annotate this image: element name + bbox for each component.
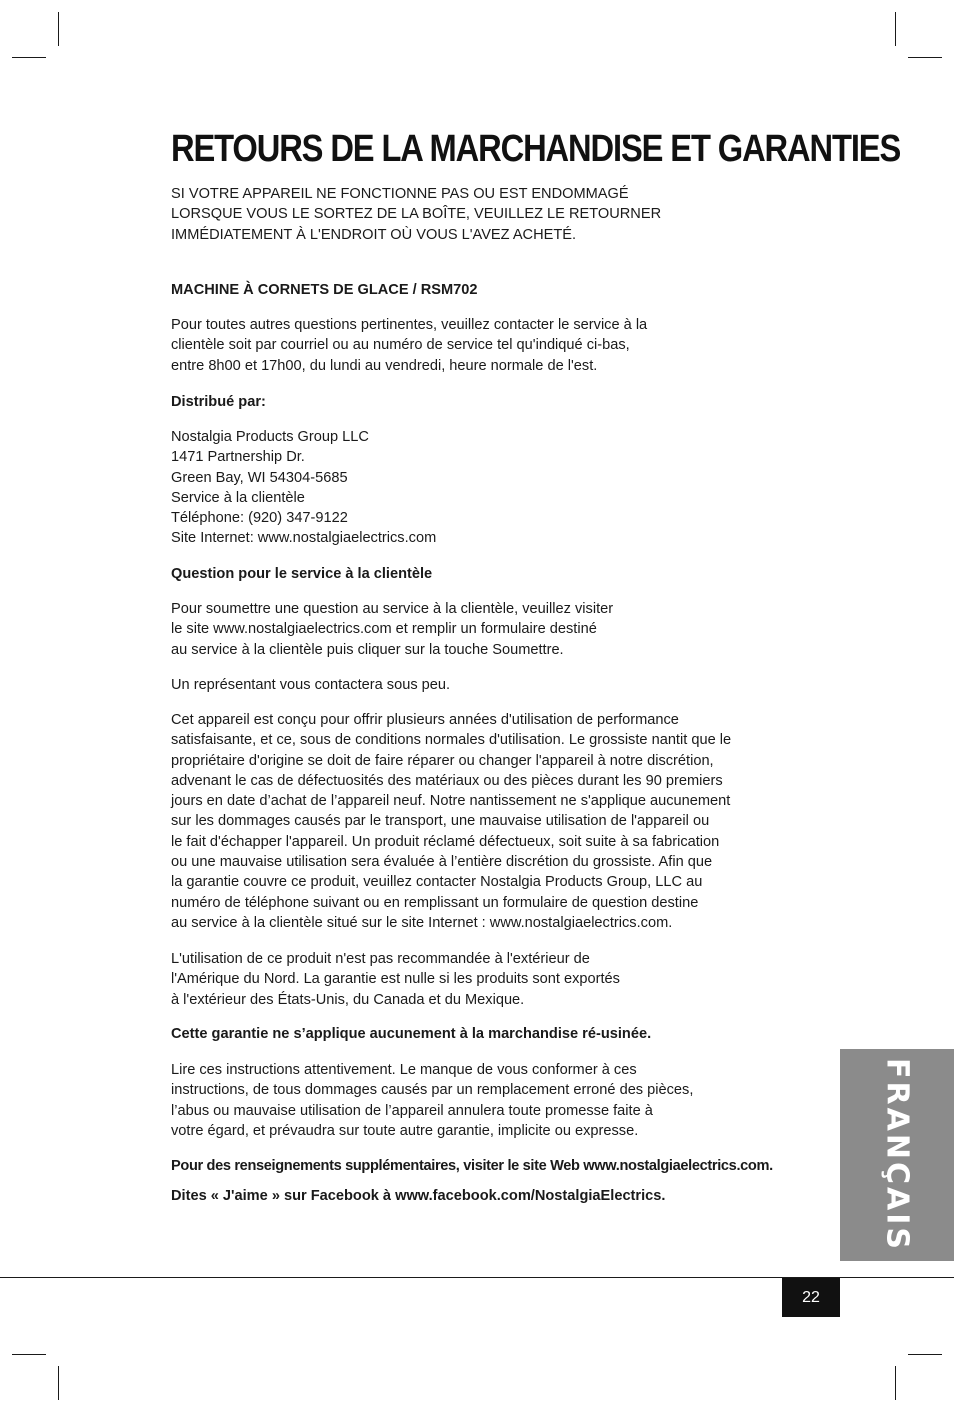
- distributor-address: Nostalgia Products Group LLC 1471 Partnership Dr. Green Bay, WI 54304-5685 Service à la clientèle Téléphone: (920) 347-9122 Site Internet: www.nostalgiaelectrics.com: [171, 429, 437, 547]
- product-heading: MACHINE À CORNETS DE GLACE / RSM702: [171, 282, 478, 298]
- page-title: RETOURS DE LA MARCHANDISE ET GARANTIES: [171, 128, 901, 170]
- warranty-paragraph: Cet appareil est conçu pour offrir plusieurs années d'utilisation de performance satisfaisante, et ce, sous de conditions normales d'utilisation. Le grossiste nantit que le propriétaire d'origine se doit de faire réparer ou changer l'appareil à notre discrétion, advenant le cas de défectuosités des matériaux ou des pièces durant les 90 premiers jours en date d’achat de l’appareil neuf. Notre nantissement ne s'applique aucunement sur les dommages causés par le transport, une mauvaise utilisation de l'appareil ou le fait d'échapper l'appareil. Un produit réclamé défectueux, soit suite à sa fabrication ou une mauvaise utilisation sera évaluée à l’entière discrétion du grossiste. Afin que la garantie couvre ce produit, veuillez contacter Nostalgia Products Group, LLC au numéro de téléphone suivant ou en remplissant un formulaire de question destine au service à la clientèle situé sur le site Internet : www.nostalgiaelectrics.com.: [171, 712, 732, 931]
- usage-paragraph: L'utilisation de ce produit n'est pas recommandée à l'extérieur de l'Amérique du Nord. La garantie est nulle si les produits sont exportés à l'extérieur des États-Unis, du Canada et du Mexique.: [171, 951, 620, 1008]
- question-heading: Question pour le service à la clientèle: [171, 566, 433, 582]
- page-number: 22: [782, 1278, 840, 1317]
- crop-mark: [895, 1366, 896, 1400]
- crop-mark: [58, 12, 59, 46]
- distributed-by-label: Distribué par:: [171, 394, 266, 410]
- more-info-line: Pour des renseignements supplémentaires, visiter le site Web www.nostalgiaelectrics.com.: [171, 1158, 773, 1174]
- crop-mark: [58, 1366, 59, 1400]
- crop-mark: [12, 1354, 46, 1355]
- representative-note: Un représentant vous contactera sous peu.: [171, 677, 451, 693]
- crop-mark: [895, 12, 896, 46]
- refurbished-note: Cette garantie ne s’applique aucunement à la marchandise ré-usinée.: [171, 1026, 652, 1042]
- intro-warning: SI VOTRE APPAREIL NE FONCTIONNE PAS OU EST ENDOMMAGÉ LORSQUE VOUS LE SORTEZ DE LA BOÎTE, VEUILLEZ LE RETOURNER IMMÉDIATEMENT À L'ENDROIT OÙ VOUS L'AVEZ ACHETÉ.: [171, 186, 662, 243]
- crop-mark: [908, 1354, 942, 1355]
- crop-mark: [12, 57, 46, 58]
- language-tab: [840, 1049, 954, 1261]
- question-paragraph: Pour soumettre une question au service à la clientèle, veuillez visiter le site www.nostalgiaelectrics.com et remplir un formulaire destiné au service à la clientèle puis cliquer sur la touche Soumettre.: [171, 601, 614, 658]
- instructions-paragraph: Lire ces instructions attentivement. Le manque de vous conformer à ces instructions, de tous dommages causés par un remplacement erroné des pièces, l’abus ou mauvaise utilisation de l’appareil annulera toute promesse faite à votre égard, et prévaudra sur toute autre garantie, implicite ou expresse.: [171, 1062, 694, 1139]
- contact-paragraph: Pour toutes autres questions pertinentes, veuillez contacter le service à la clientèle soit par courriel ou au numéro de service tel qu'indiqué ci-bas, entre 8h00 et 17h00, du lundi au vendredi, heure normale de l'est.: [171, 317, 648, 374]
- facebook-line: Dites « J'aime » sur Facebook à www.facebook.com/NostalgiaElectrics.: [171, 1188, 666, 1204]
- crop-mark: [908, 57, 942, 58]
- language-tab-label: FRANÇAIS: [879, 1058, 915, 1252]
